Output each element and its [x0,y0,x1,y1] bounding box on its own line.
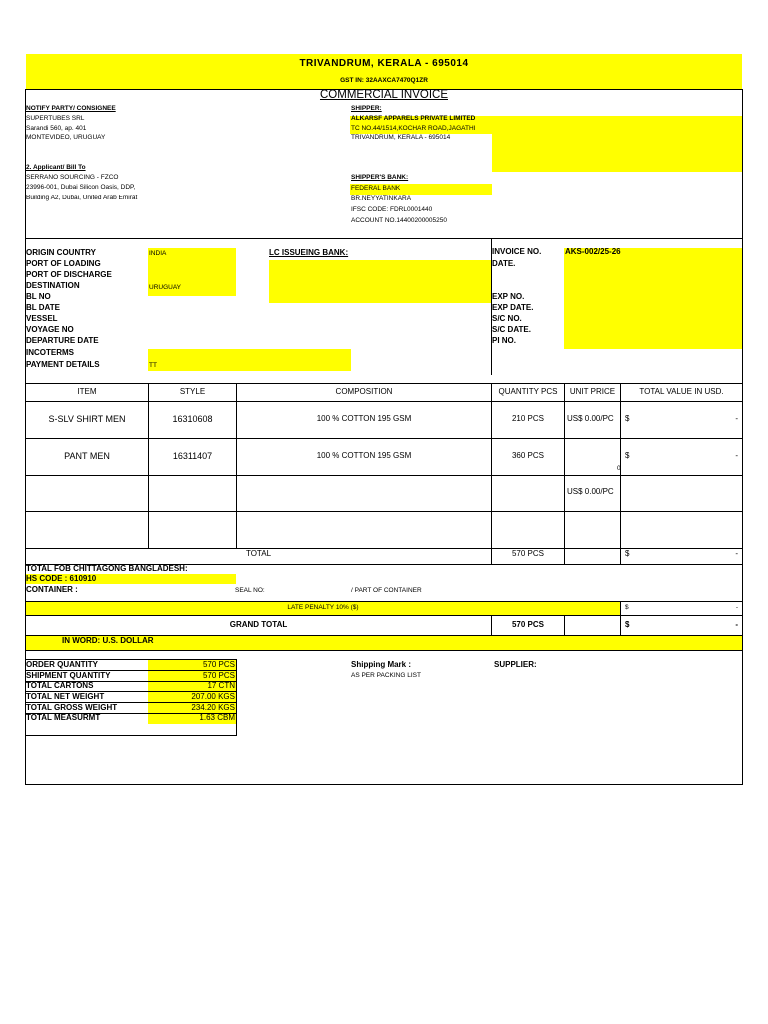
frame-bottom [25,784,743,785]
penalty-label: LATE PENALTY 10% ($) [287,604,359,611]
table-row-item: S-SLV SHIRT MEN [48,414,126,424]
lc-bank-fill [269,260,492,303]
invoice-label: EXP DATE. [492,303,534,312]
row2-rule [25,475,743,476]
total-currency: $ [625,549,630,558]
table-row-price: US$ 0.00/PC [567,487,614,496]
table-row-price: US$ 0.00/PC [567,414,614,423]
col-header-qty: QUANTITY PCS [498,387,558,396]
shipment-label: VESSEL [26,314,58,323]
table-row-currency: $ [625,414,630,423]
invoice-no-fill [564,248,742,349]
summary-label: TOTAL CARTONS [26,681,94,690]
table-top-rule [25,383,743,384]
applicant-line: Building A2, Dubai, United Arab Emirat [26,195,138,201]
grand-total-currency: $ [625,620,630,629]
row3-rule [25,511,743,512]
invoice-label: DATE. [492,259,516,268]
summary-label: ORDER QUANTITY [26,660,98,669]
seal-no-label: SEAL NO: [235,587,265,594]
summary-value: 570 PCS [202,660,235,669]
gst-number: GST IN: 32AAXCA7470Q1ZR [340,77,428,84]
stray-zero: 0 [617,465,621,472]
supplier-label: SUPPLIER: [494,660,537,669]
table-row-style: 16311407 [172,451,213,461]
penalty-bottom-rule [25,615,743,616]
col-style [148,383,149,548]
part-of-container: / PART OF CONTAINER [351,587,422,594]
bank-line: BR.NEYYATINKARA [351,195,412,202]
fob-label: TOTAL FOB CHITTAGONG BANGLADESH: [26,564,188,573]
in-word-rule [25,650,743,651]
shipment-label: INCOTERMS [26,348,74,357]
col-header-total: TOTAL VALUE IN USD. [639,387,724,396]
summary-value: 1.63 CBM [199,713,235,722]
summary-label: TOTAL MEASURMT [26,713,101,722]
total-label: TOTAL [245,549,272,558]
total-qty: 570 PCS [511,549,545,558]
shipment-label: PORT OF LOADING [26,259,101,268]
hs-code: HS CODE : 610910 [26,574,97,583]
invoice-number: AKS-002/25-26 [565,247,621,256]
bank-line: IFSC CODE: FDRL0001440 [351,206,433,213]
bank-line: ACCOUNT NO.14400200005250 [351,217,447,224]
shipper-heading: SHIPPER: [351,105,382,112]
invoice-label: PI NO. [492,336,517,345]
col-qty [491,383,492,564]
notify-line: SUPERTUBES SRL [26,115,85,122]
table-row-total: - [735,451,738,460]
row1-rule [25,438,743,439]
applicant-heading: 2. Applicant/ Bill To [26,164,86,171]
origin-value: INDIA [149,250,167,257]
shipment-label: VOYAGE NO [26,325,74,334]
summary-value: 17 CTN [207,681,235,690]
grand-total-qty: 570 PCS [511,620,545,629]
table-row-currency: $ [625,451,630,460]
shipment-label: DESTINATION [26,281,80,290]
shipper-bank-heading: SHIPPER'S BANK: [351,174,409,181]
parties-bottom-rule [25,238,743,239]
penalty-value: - [735,604,738,611]
frame-right [742,89,743,785]
shipment-label: PORT OF DISCHARGE [26,270,112,279]
summary-value: 207.00 KGS [191,692,235,701]
invoice-label: INVOICE NO. [492,247,542,256]
applicant-line: SERRANO SOURCING - FZCO [26,174,119,181]
col-header-price: UNIT PRICE [569,387,616,396]
container-label: CONTAINER : [26,585,78,594]
penalty-top-rule [25,601,743,602]
col-header-composition: COMPOSITION [335,387,393,396]
payment-value: TT [149,362,157,369]
notify-party-heading: NOTIFY PARTY/ CONSIGNEE [26,105,116,112]
in-word: IN WORD: U.S. DOLLAR [62,636,154,645]
invoice-label: EXP NO. [492,292,525,301]
col-header-style: STYLE [179,387,206,396]
shipper-line: TRIVANDRUM, KERALA - 695014 [351,134,451,141]
table-row-total: - [735,414,738,423]
summary-value: 234.20 KGS [191,703,235,712]
col-price [564,383,565,564]
gt-col-total [620,601,621,635]
col-header-item: ITEM [77,387,97,396]
applicant-line: 23996-001, Dubai Silicon Oasis, DDP, [26,184,136,191]
shipping-mark-value: AS PER PACKING LIST [351,672,421,679]
header-address: TRIVANDRUM, KERALA - 695014 [299,58,469,69]
summary-bottom-rule [25,735,237,736]
total-value: - [735,549,738,558]
grand-total-label: GRAND TOTAL [229,620,288,629]
table-row-qty: 360 PCS [511,451,545,460]
table-row-item: PANT MEN [64,451,110,461]
invoice-label: S/C NO. [492,314,522,323]
summary-label: TOTAL NET WEIGHT [26,692,105,701]
shipping-mark-label: Shipping Mark : [351,660,411,669]
summary-label: SHIPMENT QUANTITY [26,671,111,680]
table-row-composition: 100 % COTTON 195 GSM [316,414,412,423]
shipment-label: ORIGIN COUNTRY [26,248,96,257]
shipper-line: ALKARSF APPARELS PRIVATE LIMITED [351,115,476,122]
table-header-rule [25,401,743,402]
shipper-right-fill [492,116,742,172]
page-title: COMMERCIAL INVOICE [319,89,448,101]
destination-value: URUGUAY [149,284,182,291]
row4-rule [25,548,743,549]
bank-line: FEDERAL BANK [351,185,401,192]
payment-fill [148,349,351,371]
notify-line: Sarandi 560, ap. 401 [26,125,87,132]
shipment-label: BL NO [26,292,51,301]
table-row-style: 16310608 [172,414,213,424]
shipment-label: PAYMENT DETAILS [26,360,100,369]
shipment-label: BL DATE [26,303,60,312]
invoice-label: S/C DATE. [492,325,531,334]
table-row-qty: 210 PCS [511,414,545,423]
shipment-label: DEPARTURE DATE [26,336,99,345]
penalty-currency: $ [625,604,629,611]
gt-col-price [564,615,565,635]
summary-value: 570 PCS [202,671,235,680]
summary-label: TOTAL GROSS WEIGHT [26,703,118,712]
lc-bank-label: LC ISSUEING BANK: [269,248,349,257]
notify-line: MONTEVIDEO, URUGUAY [26,134,106,141]
col-total [620,383,621,564]
shipper-line: TC NO.44/1514,KOCHAR ROAD,JAGATHI [351,125,476,132]
table-row-composition: 100 % COTTON 195 GSM [316,451,412,460]
col-composition [236,383,237,548]
grand-total-value: - [735,620,738,629]
